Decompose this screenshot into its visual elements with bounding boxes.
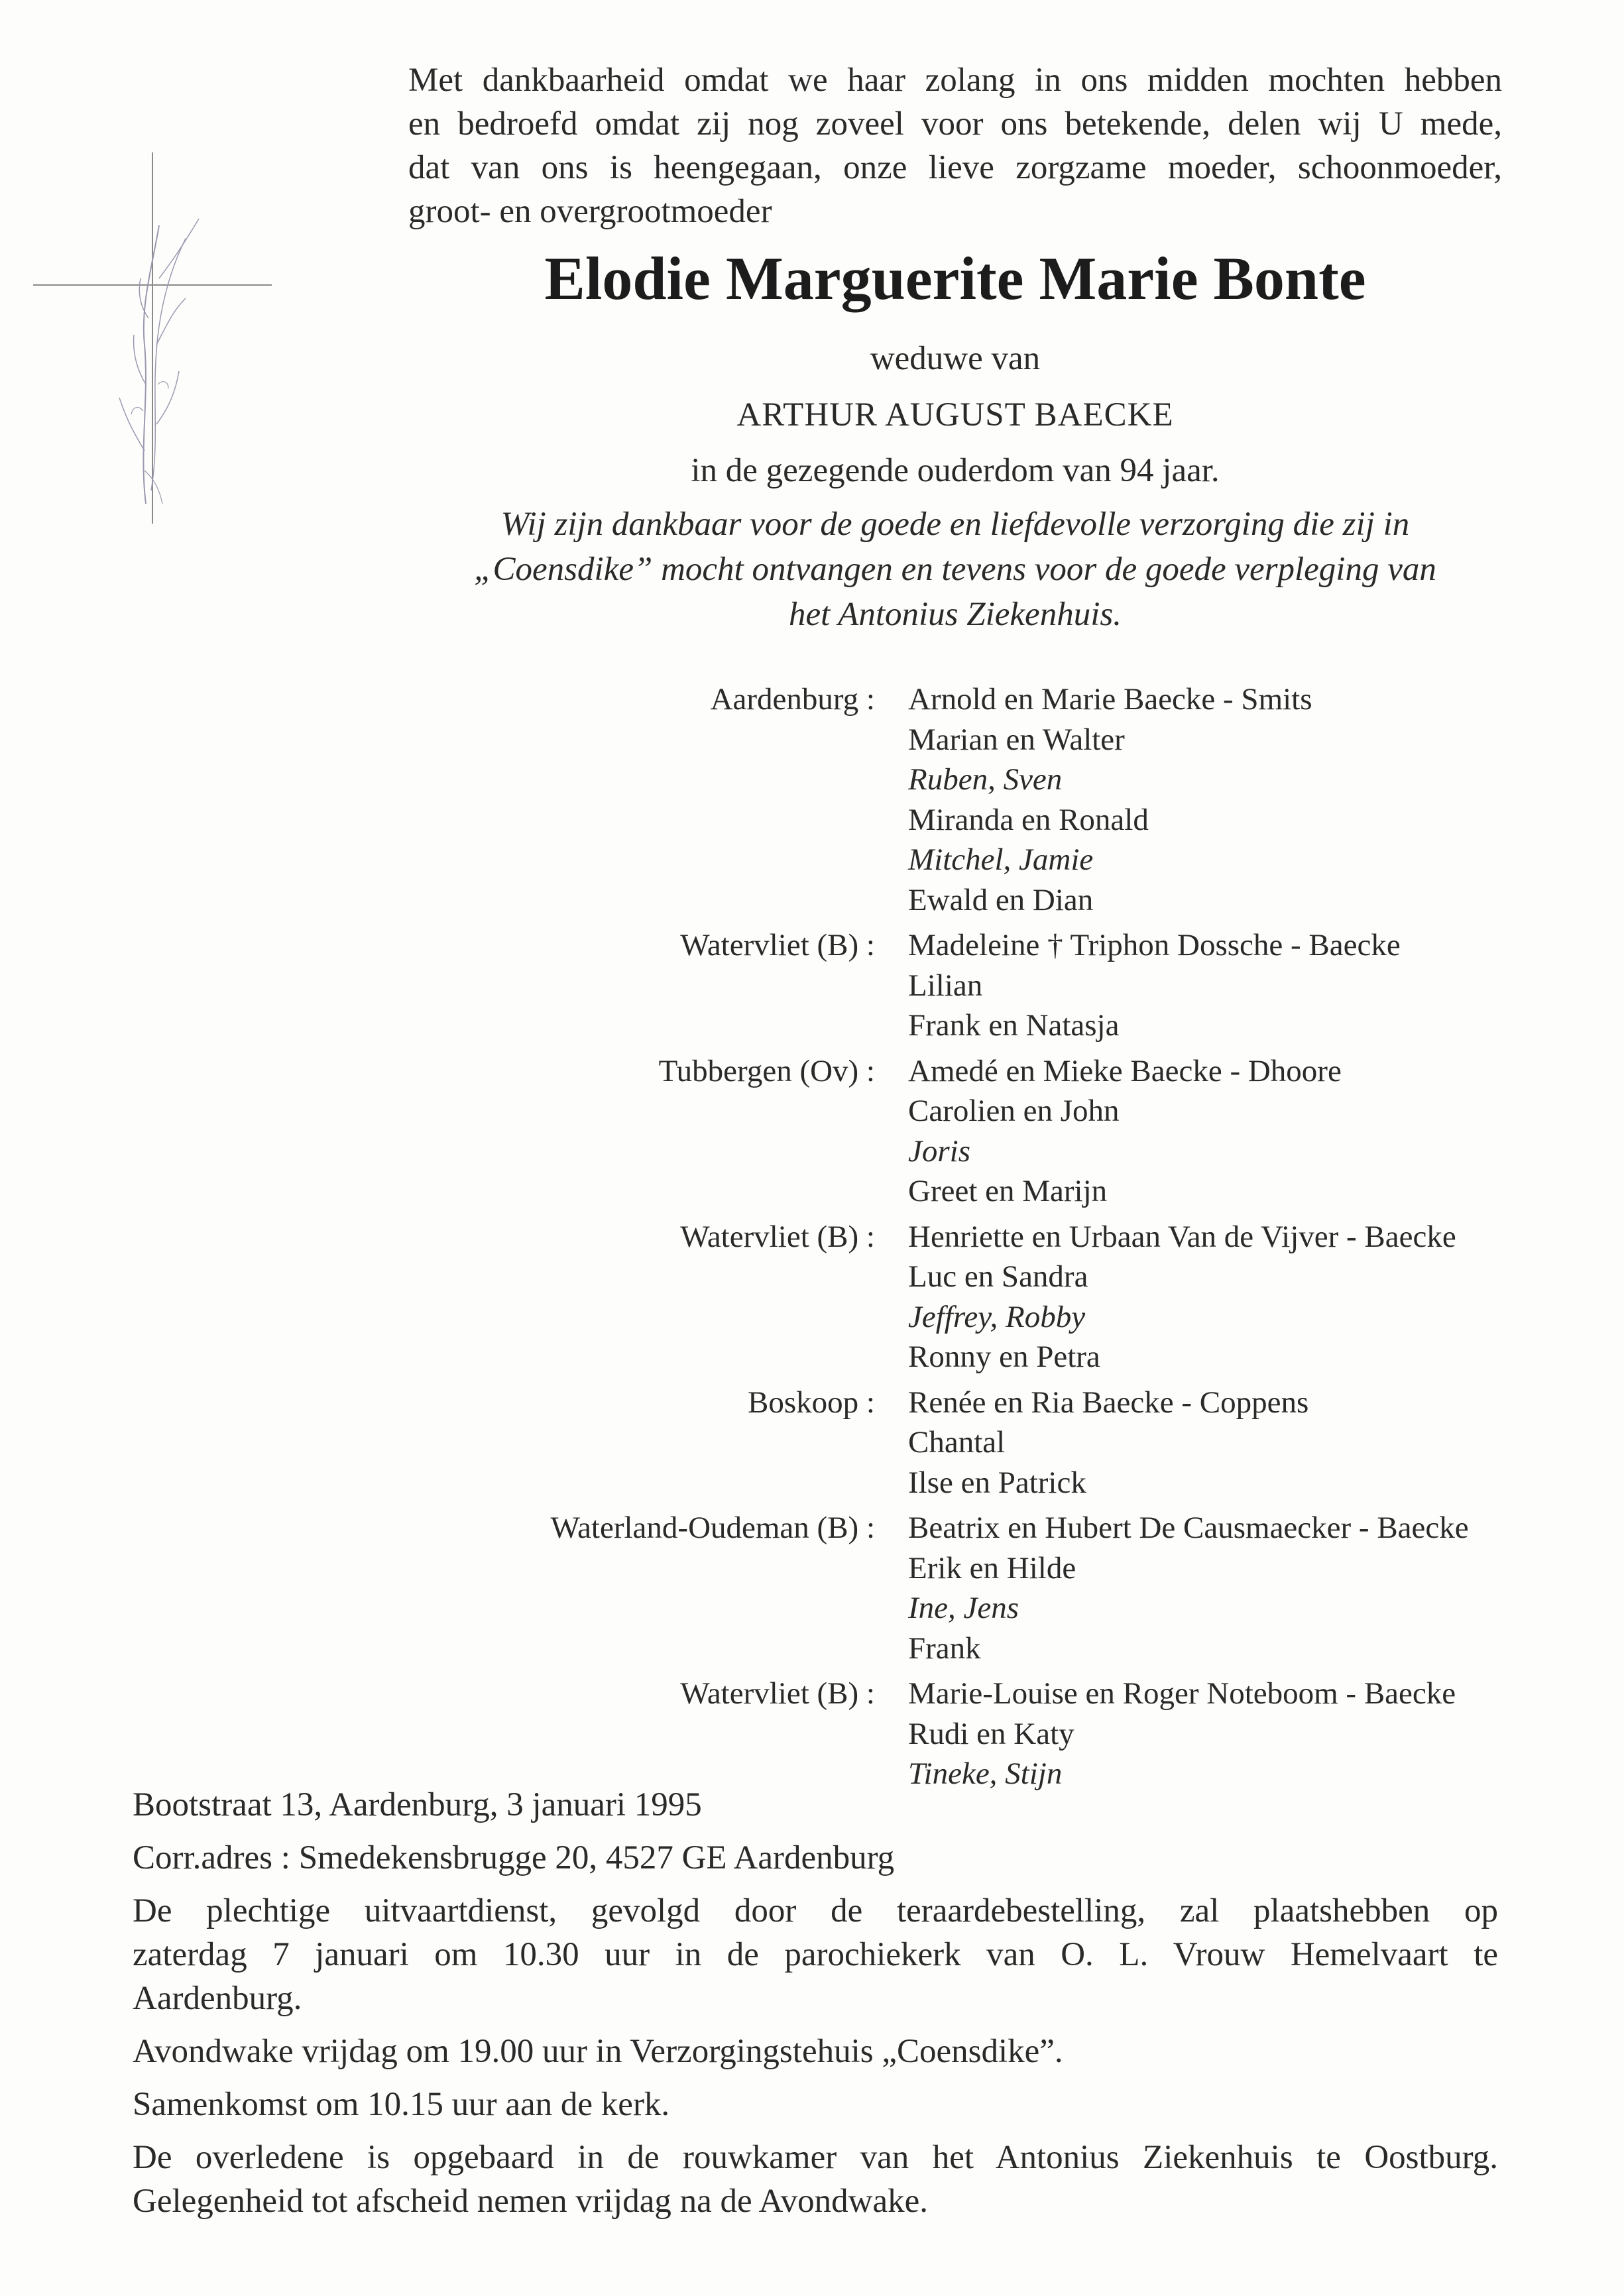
family-group: [0, 1217, 1624, 1377]
family-member: Ilse en Patrick: [908, 1465, 1086, 1500]
family-member: Chantal: [908, 1425, 1006, 1460]
family-group: [0, 679, 1624, 920]
family-member: Marian en Walter: [908, 722, 1125, 757]
intro-line: groot- en overgrootmoeder: [408, 193, 772, 230]
family-member: Ewald en Dian: [908, 882, 1094, 917]
family-member: Beatrix en Hubert De Causmaecker - Baecke: [908, 1511, 1469, 1545]
thanks-line: „Coensdike” mocht ontvangen en tevens voor de goede verpleging van: [474, 551, 1436, 588]
family-member: Frank: [908, 1631, 981, 1666]
laid-out-paragraph: [133, 2136, 1498, 2223]
family-members: [908, 1674, 1571, 1794]
family-members: [908, 1217, 1571, 1377]
laid-out-line: De overledene is opgebaard in de rouwkamer van het Antonius Ziekenhuis te Oostburg.: [133, 2139, 1498, 2176]
age-line: in de gezegende ouderdom van 94 jaar.: [691, 452, 1220, 489]
widow-of-label: weduwe van: [870, 340, 1041, 377]
family-member: Greet en Marijn: [908, 1174, 1108, 1208]
family-group: [0, 925, 1624, 1046]
family-group: [0, 1674, 1624, 1794]
intro-line: dat van ons is heengegaan, onze lieve zorgzame moeder, schoonmoeder,: [408, 149, 1502, 186]
deceased-name: Elodie Marguerite Marie Bonte: [544, 245, 1366, 312]
family-members: [908, 1508, 1571, 1668]
family-member: Madeleine † Triphon Dossche - Baecke: [908, 928, 1401, 962]
family-member: Henriette en Urbaan Van de Vijver - Baecke: [908, 1219, 1456, 1254]
family-member: Luc en Sandra: [908, 1259, 1088, 1294]
family-member: Miranda en Ronald: [908, 802, 1149, 837]
family-member: Erik en Hilde: [908, 1550, 1076, 1585]
service-line: Aardenburg.: [133, 1980, 302, 2017]
cross-icon: [27, 146, 278, 530]
address-line: Bootstraat 13, Aardenburg, 3 januari 1995: [133, 1786, 702, 1823]
family-member: Ine, Jens: [908, 1591, 1019, 1625]
family-place: Tubbergen (Ov) :: [658, 1053, 875, 1088]
family-member: Ruben, Sven: [908, 762, 1063, 797]
service-line: zaterdag 7 januari om 10.30 uur in de parochiekerk van O. L. Vrouw Hemelvaart te: [133, 1936, 1498, 1973]
correspondence-address: Corr.adres : Smedekensbrugge 20, 4527 GE Aardenburg: [133, 1839, 895, 1876]
family-member: Rudi en Katy: [908, 1716, 1074, 1751]
thanks-paragraph: [408, 502, 1502, 637]
family-group: [0, 1508, 1624, 1668]
family-member: Frank en Natasja: [908, 1008, 1120, 1043]
family-group: [0, 1383, 1624, 1503]
family-place: Boskoop :: [748, 1385, 875, 1420]
family-members: [908, 679, 1571, 920]
intro-paragraph: [408, 58, 1502, 233]
family-place: Watervliet (B) :: [680, 928, 875, 962]
family-member: Joris: [908, 1133, 970, 1169]
family-member: Ronny en Petra: [908, 1340, 1100, 1374]
family-place: Watervliet (B) :: [680, 1219, 875, 1254]
service-line: De plechtige uitvaartdienst, gevolgd door de teraardebestelling, zal plaatshebben op: [133, 1892, 1498, 1929]
family-member: Marie-Louise en Roger Noteboom - Baecke: [908, 1676, 1456, 1711]
intro-line: Met dankbaarheid omdat we haar zolang in ons midden mochten hebben: [408, 62, 1502, 99]
family-members: [908, 925, 1571, 1046]
family-member: Carolien en John: [908, 1094, 1120, 1128]
family-member: Arnold en Marie Baecke - Smits: [908, 682, 1312, 717]
laid-out-line: Gelegenheid tot afscheid nemen vrijdag na de Avondwake.: [133, 2183, 928, 2220]
family-members: [908, 1383, 1571, 1503]
family-place: Watervliet (B) :: [680, 1676, 875, 1711]
thanks-line: het Antonius Ziekenhuis.: [789, 596, 1122, 633]
family-list: [0, 679, 1624, 1794]
thanks-line: Wij zijn dankbaar voor de goede en liefdevolle verzorging die zij in: [500, 506, 1410, 543]
wake-line: Avondwake vrijdag om 19.00 uur in Verzorgingstehuis „Coensdike”.: [133, 2033, 1063, 2070]
family-member: Lilian: [908, 968, 983, 1003]
family-member: Jeffrey, Robby: [908, 1299, 1086, 1334]
service-paragraph: [133, 1889, 1498, 2020]
family-group: [0, 1051, 1624, 1212]
funeral-details: [133, 1783, 1498, 2232]
family-place: Aardenburg :: [710, 682, 875, 717]
family-place: Waterland-Oudeman (B) :: [550, 1511, 875, 1545]
family-member: Mitchel, Jamie: [908, 842, 1094, 877]
family-members: [908, 1051, 1571, 1212]
intro-line: en bedroefd omdat zij nog zoveel voor ons betekende, delen wij U mede,: [408, 105, 1502, 143]
family-member: Renée en Ria Baecke - Coppens: [908, 1385, 1309, 1420]
spouse-name: ARTHUR AUGUST BAECKE: [736, 396, 1174, 433]
family-member: Amedé en Mieke Baecke - Dhoore: [908, 1053, 1342, 1088]
gathering-line: Samenkomst om 10.15 uur aan de kerk.: [133, 2086, 670, 2123]
family-member: Tineke, Stijn: [908, 1756, 1063, 1791]
